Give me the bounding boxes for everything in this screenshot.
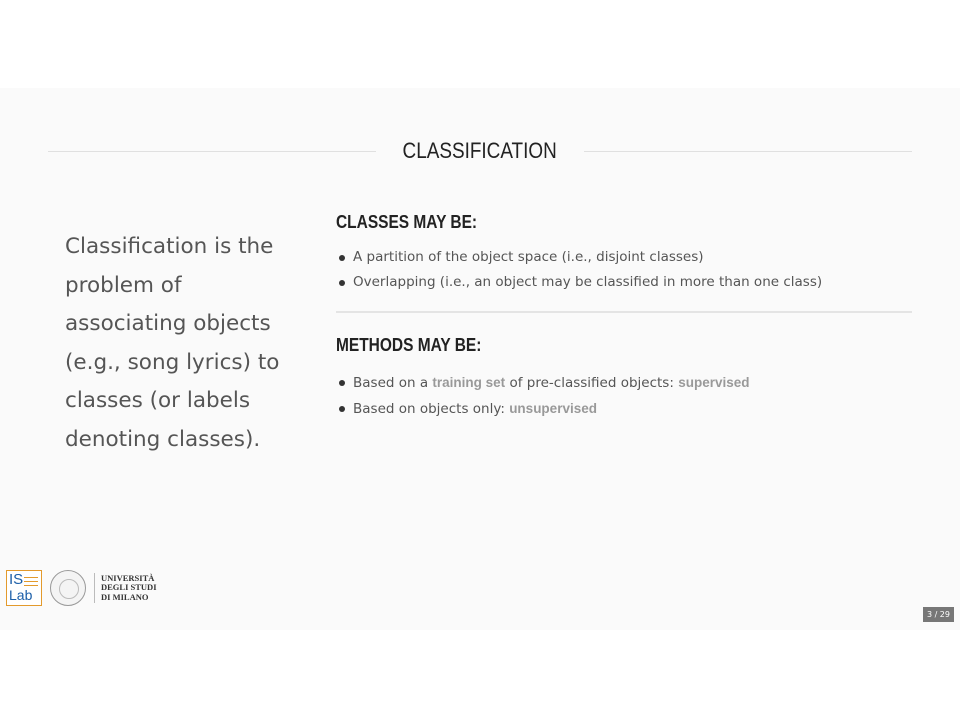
- definition-text: Classification is the problem of associating objects (e.g., song lyrics) to classes (or labels denoting classes).: [65, 234, 280, 452]
- page-number-badge: 3 / 29: [923, 607, 954, 622]
- highlight-training-set: training set: [432, 375, 506, 390]
- list-item-text: of pre-classified objects:: [505, 375, 679, 391]
- bullet-icon: [339, 380, 345, 386]
- list-item: [336, 270, 912, 295]
- islab-logo-lab: Lab: [9, 587, 33, 603]
- section-divider: [336, 311, 912, 313]
- highlight-unsupervised: unsupervised: [509, 401, 597, 416]
- title-rule-right: [584, 151, 912, 152]
- islab-logo-bars: [24, 577, 38, 578]
- slide-title: CLASSIFICATION: [402, 138, 558, 163]
- bullet-icon: [339, 406, 345, 412]
- section-heading-methods: METHODS MAY BE:: [336, 335, 482, 355]
- list-item-text: Based on a: [353, 375, 433, 391]
- list-item: [336, 370, 912, 396]
- slide: [0, 88, 960, 630]
- title-row: [48, 136, 912, 166]
- section-heading-classes: CLASSES MAY BE:: [336, 212, 478, 232]
- islab-logo-is: IS: [9, 571, 24, 588]
- university-name-line2: DEGLI STUDI: [101, 582, 157, 593]
- list-item-text: Overlapping (i.e., an object may be classified in more than one class): [353, 274, 823, 290]
- list-item-text: Based on objects only:: [353, 401, 510, 417]
- bullet-icon: [339, 280, 345, 286]
- logo-separator: [94, 573, 95, 603]
- university-seal-icon: [50, 570, 86, 606]
- footer-logos: [6, 568, 157, 608]
- list-item-text: A partition of the object space (i.e., disjoint classes): [353, 249, 704, 265]
- classes-list: [336, 245, 912, 295]
- list-item: [336, 245, 912, 270]
- methods-list: [336, 370, 912, 422]
- highlight-supervised: supervised: [678, 375, 750, 390]
- university-name: [101, 574, 157, 603]
- right-column: [336, 212, 912, 422]
- title-rule-left: [48, 151, 376, 152]
- list-item: [336, 396, 912, 422]
- university-name-line3: DI MILANO: [101, 591, 149, 602]
- university-name-line1: UNIVERSITÀ: [101, 572, 155, 583]
- bullet-icon: [339, 255, 345, 261]
- islab-logo: [6, 570, 42, 606]
